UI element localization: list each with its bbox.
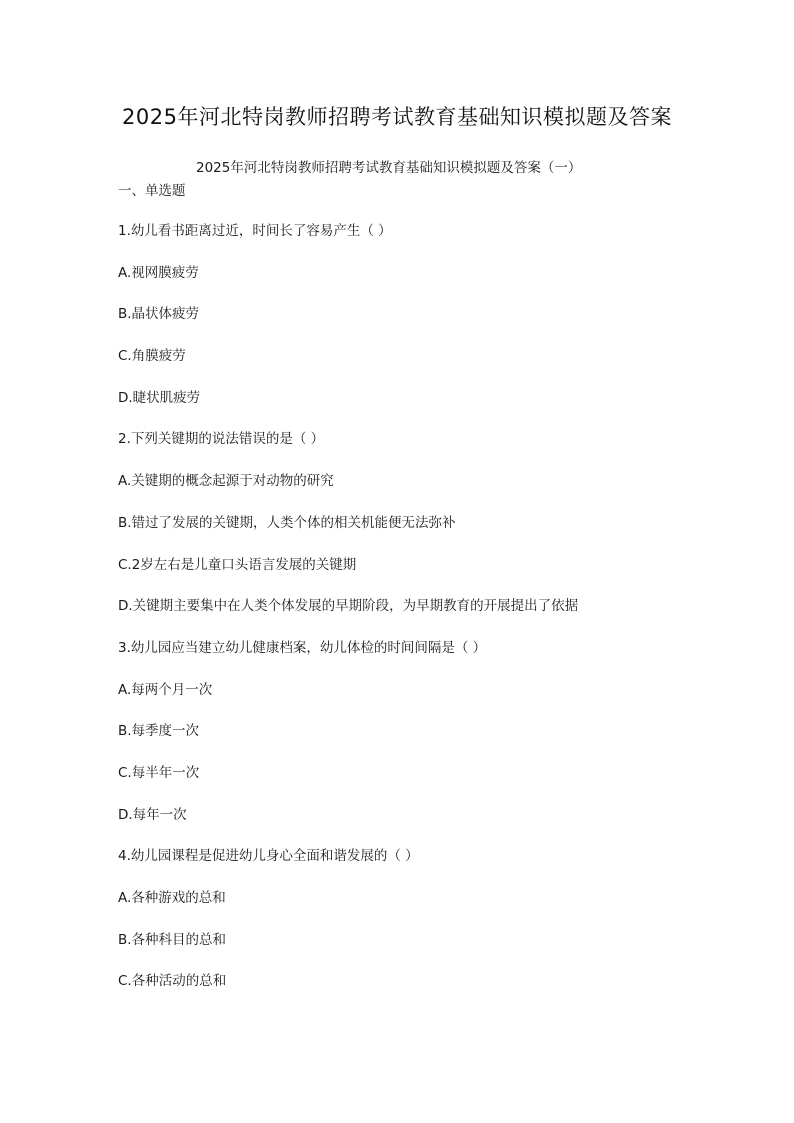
question-1-option-c: C.角膜疲劳 bbox=[118, 348, 186, 365]
page-title: 2025年河北特岗教师招聘考试教育基础知识模拟题及答案 bbox=[122, 105, 672, 129]
question-3: 3.幼儿园应当建立幼儿健康档案，幼儿体检的时间间隔是（ ） bbox=[118, 639, 487, 656]
question-4-option-c: C.各种活动的总和 bbox=[118, 973, 227, 990]
question-2: 2.下列关键期的说法错误的是（ ） bbox=[118, 431, 325, 448]
question-3-option-a: A.每两个月一次 bbox=[118, 681, 213, 698]
question-3-option-c: C.每半年一次 bbox=[118, 764, 200, 781]
question-2-option-b: B.错过了发展的关键期，人类个体的相关机能便无法弥补 bbox=[118, 514, 456, 531]
question-1-option-d: D.睫状肌疲劳 bbox=[118, 389, 201, 406]
question-2-option-c: C.2岁左右是儿童口头语言发展的关键期 bbox=[118, 556, 357, 573]
question-2-option-a: A.关键期的概念起源于对动物的研究 bbox=[118, 473, 334, 490]
section-subtitle: 2025年河北特岗教师招聘考试教育基础知识模拟题及答案（一） bbox=[196, 160, 582, 176]
question-3-option-b: B.每季度一次 bbox=[118, 723, 200, 740]
question-2-option-d: D.关键期主要集中在人类个体发展的早期阶段，为早期教育的开展提出了依据 bbox=[118, 598, 579, 615]
question-3-option-d: D.每年一次 bbox=[118, 806, 187, 823]
question-1-option-a: A.视网膜疲劳 bbox=[118, 264, 199, 281]
question-4: 4.幼儿园课程是促进幼儿身心全面和谐发展的（ ） bbox=[118, 848, 419, 865]
question-4-option-b: B.各种科目的总和 bbox=[118, 931, 227, 948]
question-4-option-a: A.各种游戏的总和 bbox=[118, 890, 226, 906]
question-list bbox=[118, 221, 738, 1013]
question-1: 1.幼儿看书距离过近，时间长了容易产生（ ） bbox=[118, 223, 392, 239]
question-1-option-b: B.晶状体疲劳 bbox=[118, 306, 200, 323]
section-heading: 一、单选题 bbox=[118, 183, 186, 199]
